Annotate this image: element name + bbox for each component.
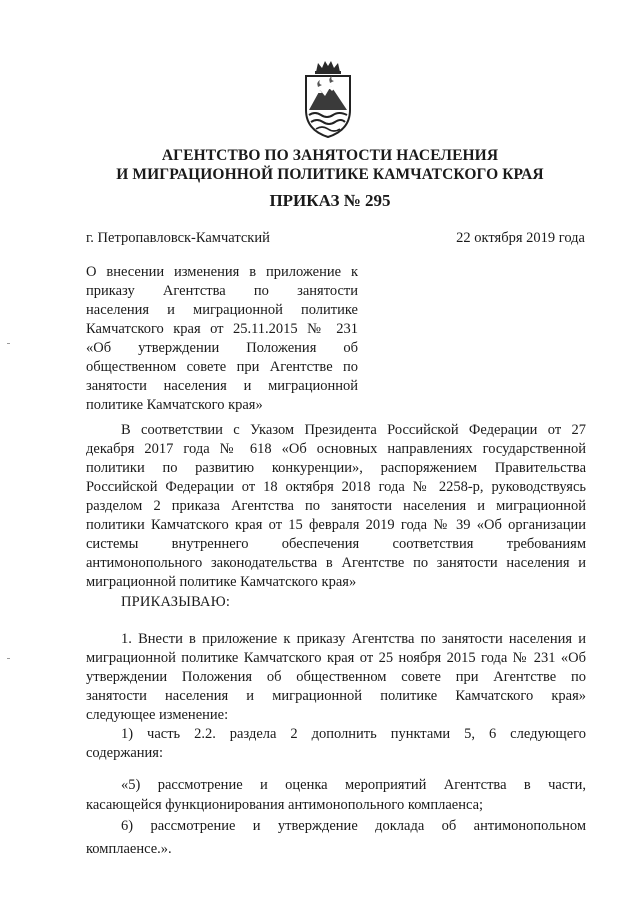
- point5-paragraph: [86, 775, 586, 815]
- point6-line: 6) рассмотрение и утверждение доклада об антимонопольном: [121, 818, 586, 834]
- preamble-paragraph: [86, 421, 586, 592]
- order-date: 22 октября 2019 года: [456, 230, 585, 246]
- subject-line: О внесении изменения в приложение к: [86, 264, 358, 280]
- subject-line: общественном совете при Агентстве по: [86, 359, 358, 375]
- item1-subparagraph: [86, 725, 586, 763]
- subject-line: приказу Агентства по занятости: [86, 283, 358, 299]
- order-title: ПРИКАЗ № 295: [269, 191, 391, 210]
- point6-paragraph: [86, 815, 586, 861]
- order-subject: [86, 263, 358, 415]
- preamble-line: декабря 2017 года № 618 «Об основных направлениях государственной: [86, 441, 586, 457]
- kamchatka-coat-of-arms-icon: [302, 60, 354, 138]
- decree-word: ПРИКАЗЫВАЮ:: [121, 594, 231, 610]
- item1-line: следующее изменение:: [86, 707, 229, 723]
- subject-line: населения и миграционной политике: [86, 302, 358, 318]
- subject-line: Камчатского края от 25.11.2015 № 231: [86, 321, 358, 337]
- preamble-line: миграционной политике Камчатского края»: [86, 574, 357, 590]
- subject-line: политике Камчатского края»: [86, 397, 263, 413]
- item1-line: утверждении Положения об общественном совете при Агентстве по: [86, 669, 586, 685]
- preamble-line: Российской Федерации от 18 октября 2018 года № 2258-р, руководствуясь: [86, 479, 586, 495]
- item1-sub-line: содержания:: [86, 745, 164, 761]
- preamble-line: политики по развитию конкуренции», распоряжением Правительства: [86, 460, 586, 476]
- preamble-line: политики Камчатского края от 15 февраля 2019 года № 39 «Об организации: [86, 517, 586, 533]
- subject-line: «Об утверждении Положения об: [86, 340, 358, 356]
- item1-line: миграционной политике Камчатского края от 25 ноября 2015 года № 231 «Об: [86, 650, 586, 666]
- agency-name: [60, 146, 600, 184]
- agency-name-line: И МИГРАЦИОННОЙ ПОЛИТИКЕ КАМЧАТСКОГО КРАЯ: [116, 166, 544, 183]
- preamble-line: В соответствии с Указом Президента Российской Федерации от 27: [121, 422, 586, 438]
- item1-line: 1. Внести в приложение к приказу Агентства по занятости населения и: [121, 631, 586, 647]
- agency-name-line: АГЕНТСТВО ПО ЗАНЯТОСТИ НАСЕЛЕНИЯ: [161, 147, 499, 164]
- point5-line: касающейся функционирования антимонопольного комплаенса;: [86, 797, 484, 813]
- preamble-line: системы внутреннего обеспечения соответствия требованиям: [86, 536, 586, 552]
- point5-line: «5) рассмотрение и оценка мероприятий Агентства в части,: [121, 777, 586, 793]
- subject-line: занятости населения и миграционной: [86, 378, 358, 394]
- item1-paragraph: [86, 630, 586, 725]
- item1-line: занятости населения и миграционной политике Камчатского края»: [86, 688, 586, 704]
- point6-line: комплаенсе.».: [86, 841, 172, 857]
- city: г. Петропавловск-Камчатский: [86, 230, 270, 246]
- margin-mark: [7, 658, 10, 659]
- preamble-line: разделом 2 приказа Агентства по занятости населения и миграционной: [86, 498, 586, 514]
- preamble-line: антимонопольного законодательства в Агентстве по занятости населения и: [86, 555, 586, 571]
- margin-mark: [7, 343, 10, 344]
- item1-sub-line: 1) часть 2.2. раздела 2 дополнить пунктами 5, 6 следующего: [121, 726, 586, 742]
